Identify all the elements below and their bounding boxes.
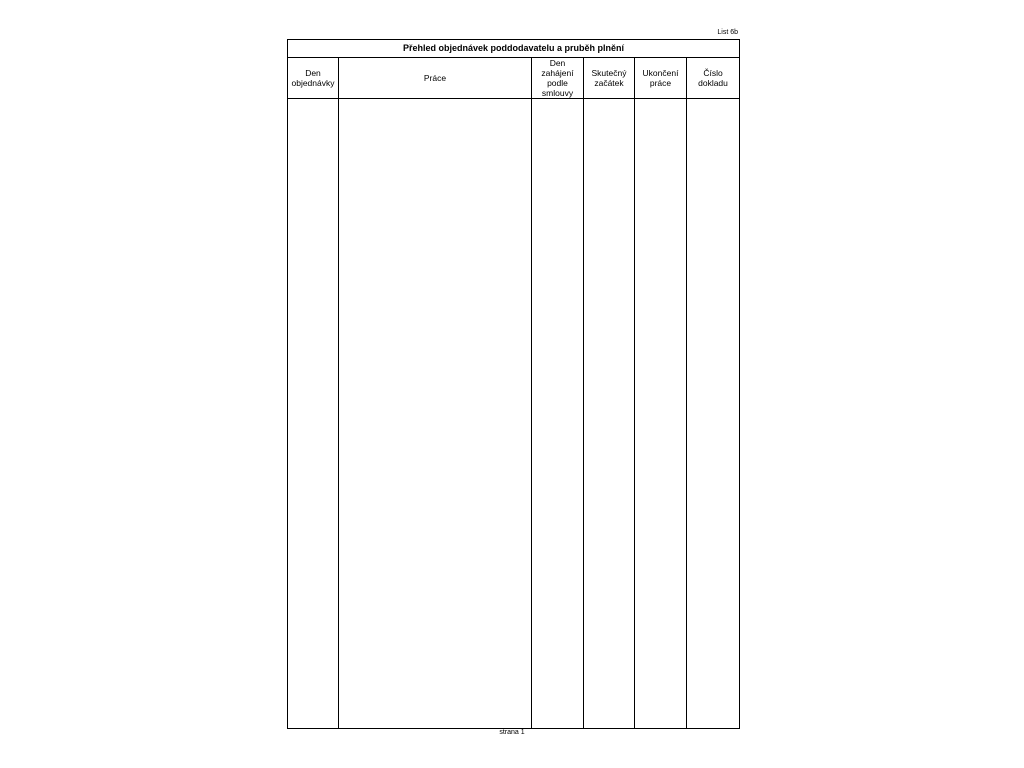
column-header-line: Práce (423, 73, 447, 83)
column-header-ukonceni-prace (635, 58, 686, 98)
sheet-label: List 6b (717, 29, 738, 36)
column-header-line: Číslo (703, 68, 723, 78)
order-overview-form (287, 39, 740, 729)
column-body-ukonceni-prace[interactable] (635, 99, 686, 728)
column-header-cislo-dokladu (687, 58, 739, 98)
column-header-line: zahájení (541, 68, 574, 78)
column-header-line: Ukončení (642, 68, 679, 78)
column-header-line: dokladu (698, 78, 728, 88)
page-number: strana 1 (499, 729, 525, 736)
column-header-line: začátek (594, 78, 624, 88)
column-body-cislo-dokladu[interactable] (687, 99, 739, 728)
column-header-prace (339, 58, 531, 98)
column-body-den-zahajeni[interactable] (532, 99, 583, 728)
column-header-line: Den (549, 58, 566, 68)
column-header-line: smlouvy (541, 88, 574, 98)
column-body-prace[interactable] (339, 99, 531, 728)
column-header-line: Den (305, 68, 321, 78)
column-header-line: Skutečný (591, 68, 627, 78)
column-header-line: podle (547, 78, 568, 88)
column-header-den-objednavky (288, 58, 338, 98)
column-header-line: objednávky (291, 78, 335, 88)
column-header-den-zahajeni (532, 58, 583, 98)
column-header-skutecny-zacatek (584, 58, 634, 98)
column-header-line: práce (649, 78, 672, 88)
column-body-den-objednavky[interactable] (288, 99, 338, 728)
column-body-skutecny-zacatek[interactable] (584, 99, 634, 728)
form-title: Přehled objednávek poddodavatelu a pruběh plnění (288, 40, 739, 58)
